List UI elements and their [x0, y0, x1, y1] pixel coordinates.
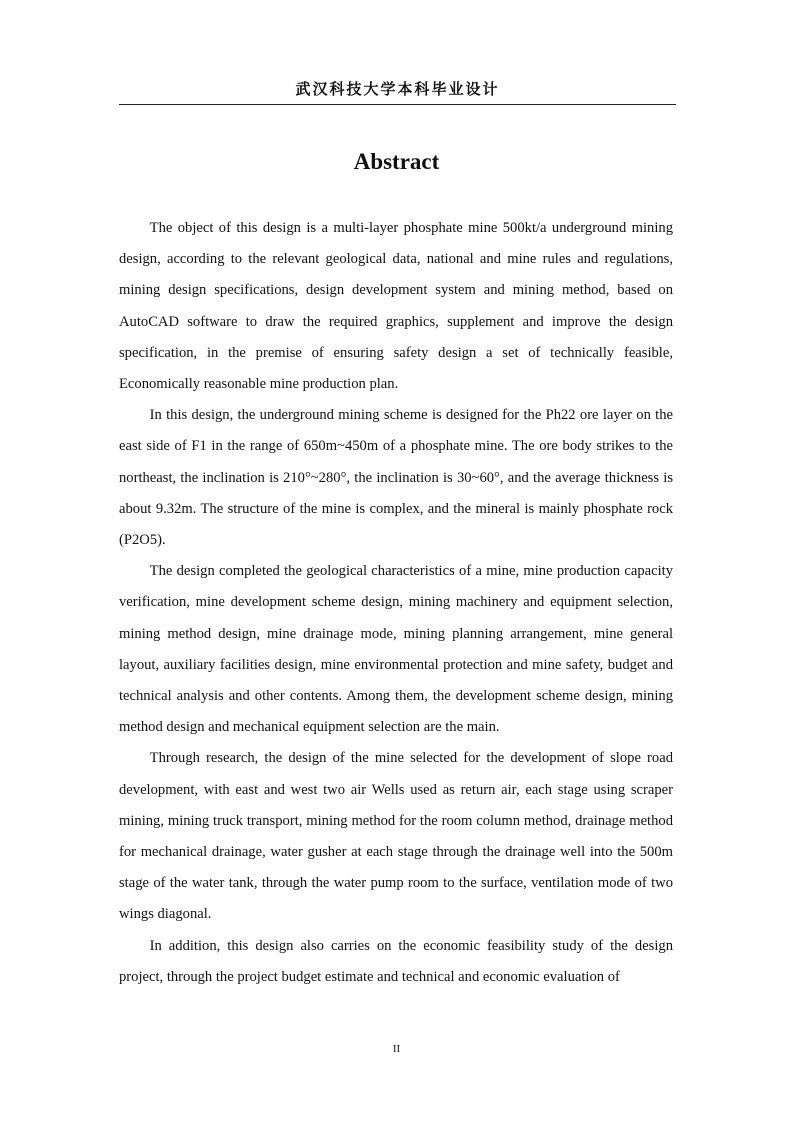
page-number: II: [392, 1043, 401, 1055]
paragraph-5: In addition, this design also carries on the economic feasibility study of the design project, through the project budget estimate and technical and economic evaluation of: [119, 937, 673, 985]
header-title: 武汉科技大学本科毕业设计: [295, 80, 500, 98]
abstract-title: Abstract: [353, 149, 440, 174]
paragraph-3: The design completed the geological characteristics of a mine, mine production capacity verification, mine development scheme design, mining machinery and equipment selection, mining method design, mine drainage mode, mining planning arrangement, mine general layout, auxiliary facilities design, mine environmental protection and mine safety, budget and technical analysis and other contents. Among them, the development scheme design, mining method design and mechanical equipment selection are the main.: [119, 563, 673, 736]
abstract-body: [119, 213, 673, 993]
paragraph-4: Through research, the design of the mine selected for the development of slope road development, with east and west two air Wells used as return air, each stage using scraper mining, mining truck transport, mining method for the room column method, drainage method for mechanical drainage, water gusher at each stage through the drainage well into the 500m stage of the water tank, through the water pump room to the surface, ventilation mode of two wings diagonal.: [119, 750, 673, 923]
paragraph-1: The object of this design is a multi-layer phosphate mine 500kt/a underground mining design, according to the relevant geological data, national and mine rules and regulations, mining design specifications, design development system and mining method, based on AutoCAD software to draw the required graphics, supplement and improve the design specification, in the premise of ensuring safety design a set of technically feasible, Economically reasonable mine production plan.: [119, 220, 673, 393]
paragraph-2: In this design, the underground mining scheme is designed for the Ph22 ore layer on the east side of F1 in the range of 650m~450m of a phosphate mine. The ore body strikes to the northeast, the inclination is 210°~280°, the inclination is 30~60°, and the average thickness is about 9.32m. The structure of the mine is complex, and the mineral is mainly phosphate rock (P2O5).: [119, 407, 673, 549]
page-header: [119, 78, 676, 105]
